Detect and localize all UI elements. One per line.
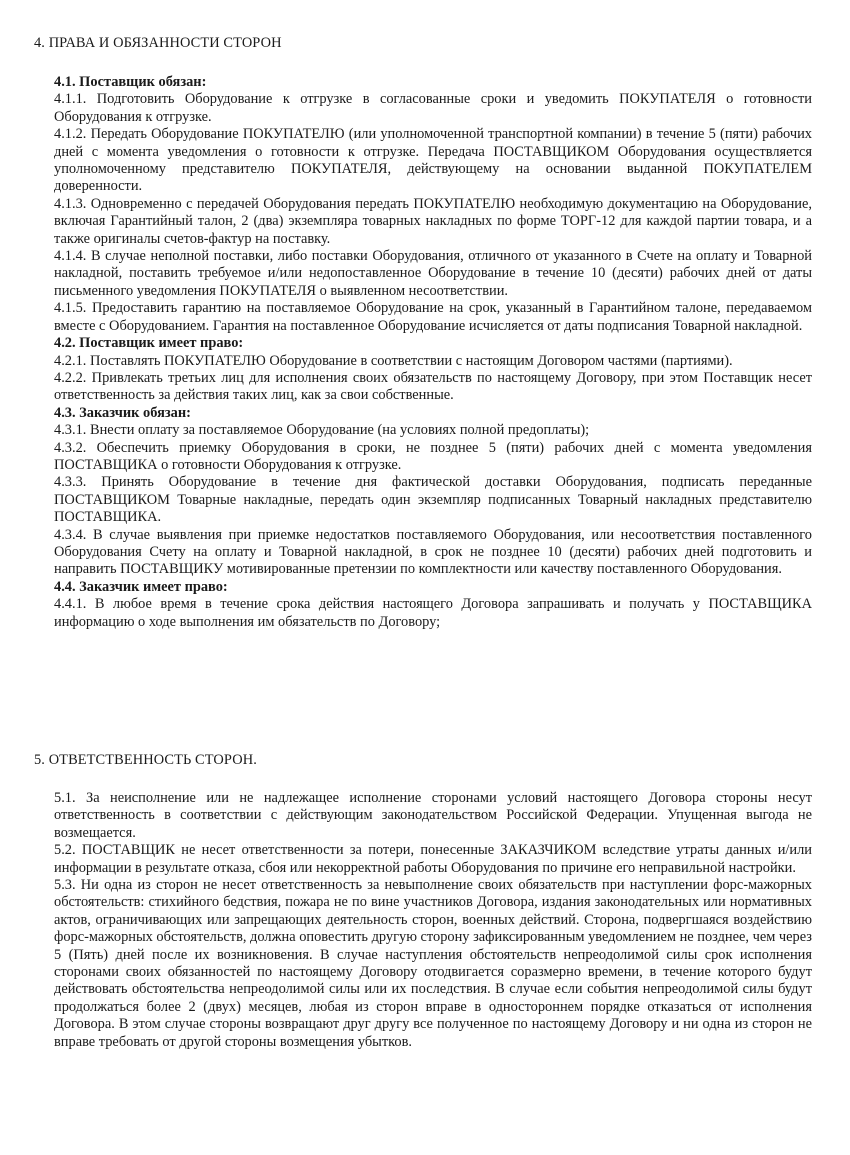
clause-4-3-3: 4.3.3. Принять Оборудование в течение дня фактической доставки Оборудования, подписать переданные ПОСТАВЩИКОМ Товарные накладные, передать один экземпляр подписанных Товарный накладных представителю ПОСТАВЩИКА. xyxy=(54,474,812,526)
clause-4-1-3: 4.1.3. Одновременно с передачей Оборудования передать ПОКУПАТЕЛЮ необходимую документацию на Оборудование, включая Гарантийный талон, 2 (два) экземпляра товарных накладных по форме ТОРГ-12 для каждой партии товара, и а также оригиналы счетов-фактур на поставку. xyxy=(54,195,812,247)
clause-5-3: 5.3. Ни одна из сторон не несет ответственность за невыполнение своих обязательств при наступлении форс-мажорных обстоятельств: стихийного бедствия, пожара не по вине участников Договора, издания законодательных или нормативных актов, ограничивающих или запрещающих деятельность сторон, военных действий. Сторона, подвергшаяся воздействию форс-мажорных обстоятельств, должна оповестить другую сторону зафиксированным уведомлением не позднее, чем через 5 (Пять) дней после их возникновения. В случае наступления обстоятельств непреодолимой силы срок исполнения сторонами своих обязанностей по настоящему Договору отодвигается соразмерно времени, в течение которого будут действовать обстоятельства непреодолимой силы или их последствия. В случае если события непреодолимой силы будут продолжаться более 2 (двух) месяцев, любая из сторон вправе в одностороннем порядке отказаться от исполнения Договора. В этом случае стороны возвращают друг другу все полученное по настоящему Договору и ни одна из сторон не вправе требовать от другой стороны возмещения убытков. xyxy=(54,877,812,1050)
clause-4-3-2: 4.3.2. Обеспечить приемку Оборудования в сроки, не позднее 5 (пяти) рабочих дней с момента уведомления ПОСТАВЩИКА о готовности Оборудования к отгрузке. xyxy=(54,439,812,473)
clause-4-2-1: 4.2.1. Поставлять ПОКУПАТЕЛЮ Оборудование в соответствии с настоящим Договором частями (партиями). xyxy=(54,352,733,369)
clause-4-3-1: 4.3.1. Внести оплату за поставляемое Оборудование (на условиях полной предоплаты); xyxy=(54,422,590,439)
clause-5-1: 5.1. За неисполнение или не надлежащее исполнение сторонами условий настоящего Договора стороны несут ответственность в соответствии с действующим законодательством Российской Федерации. Упущенная выгода не возмещается. xyxy=(54,790,812,841)
subsection-4-4-title: 4.4. Заказчик имеет право: xyxy=(54,578,228,595)
clause-4-1-1: 4.1.1. Подготовить Оборудование к отгрузке в согласованные сроки и уведомить ПОКУПАТЕЛЯ о готовности Оборудования к отгрузке. xyxy=(54,91,812,125)
section-4-title: 4. ПРАВА И ОБЯЗАННОСТИ СТОРОН xyxy=(34,35,282,51)
subsection-4-3-title: 4.3. Заказчик обязан: xyxy=(54,404,191,421)
clause-4-1-2: 4.1.2. Передать Оборудование ПОКУПАТЕЛЮ (или уполномоченной транспортной компании) в течение 5 (пяти) рабочих дней с момента уведомления о готовности к отгрузке. Передача ПОСТАВЩИКОМ Оборудования осуществляется уполномоченному представителю ПОКУПАТЕЛЯ, действующему на основании выданной ПОКУПАТЕЛЕМ доверенности. xyxy=(54,126,812,195)
subsection-4-1-title: 4.1. Поставщик обязан: xyxy=(54,74,207,90)
subsection-4-2-title: 4.2. Поставщик имеет право: xyxy=(54,335,244,352)
clause-4-1-4: 4.1.4. В случае неполной поставки, либо поставки Оборудования, отличного от указанного в Счете на оплату и Товарной накладной, поставить требуемое и/или недопоставленное Оборудование в течение 10 (десяти) рабочих дней от даты письменного уведомления ПОКУПАТЕЛЯ о выявленном несоответствии. xyxy=(54,248,812,299)
section-5-body xyxy=(54,790,812,1051)
clause-4-2-2: 4.2.2. Привлекать третьих лиц для исполнения своих обязательств по настоящему Договору, при этом Поставщик несет ответственность за действия таких лиц, как за свои собственные. xyxy=(54,369,812,404)
clause-4-3-4: 4.3.4. В случае выявления при приемке недостатков поставляемого Оборудования, или несоответствия поставленного Оборудования Счету на оплату и Товарной накладной, в срок не позднее 10 (десяти) рабочих дней подготовить и направить ПОСТАВЩИКУ мотивированные претензии по комплектности или качеству поставленного Оборудования. xyxy=(54,526,812,578)
section-4-body xyxy=(54,74,812,631)
clause-5-2: 5.2. ПОСТАВЩИК не несет ответственности за потери, понесенные ЗАКАЗЧИКОМ вследствие утраты данных и/или информации в результате отказа, сбоя или некорректной работы Оборудования по причине его неправильной настройки. xyxy=(54,842,812,876)
clause-4-4-1: 4.4.1. В любое время в течение срока действия настоящего Договора запрашивать и получать у ПОСТАВЩИКА информацию о ходе выполнения им обязательств по Договору; xyxy=(54,596,812,630)
clause-4-1-5: 4.1.5. Предоставить гарантию на поставляемое Оборудование на срок, указанный в Гарантийном талоне, передаваемом вместе с Оборудованием. Гарантия на поставленное Оборудование исчисляется от даты подписания Товарной накладной. xyxy=(54,300,812,334)
section-5-title: 5. ОТВЕТСТВЕННОСТЬ СТОРОН. xyxy=(34,752,257,768)
